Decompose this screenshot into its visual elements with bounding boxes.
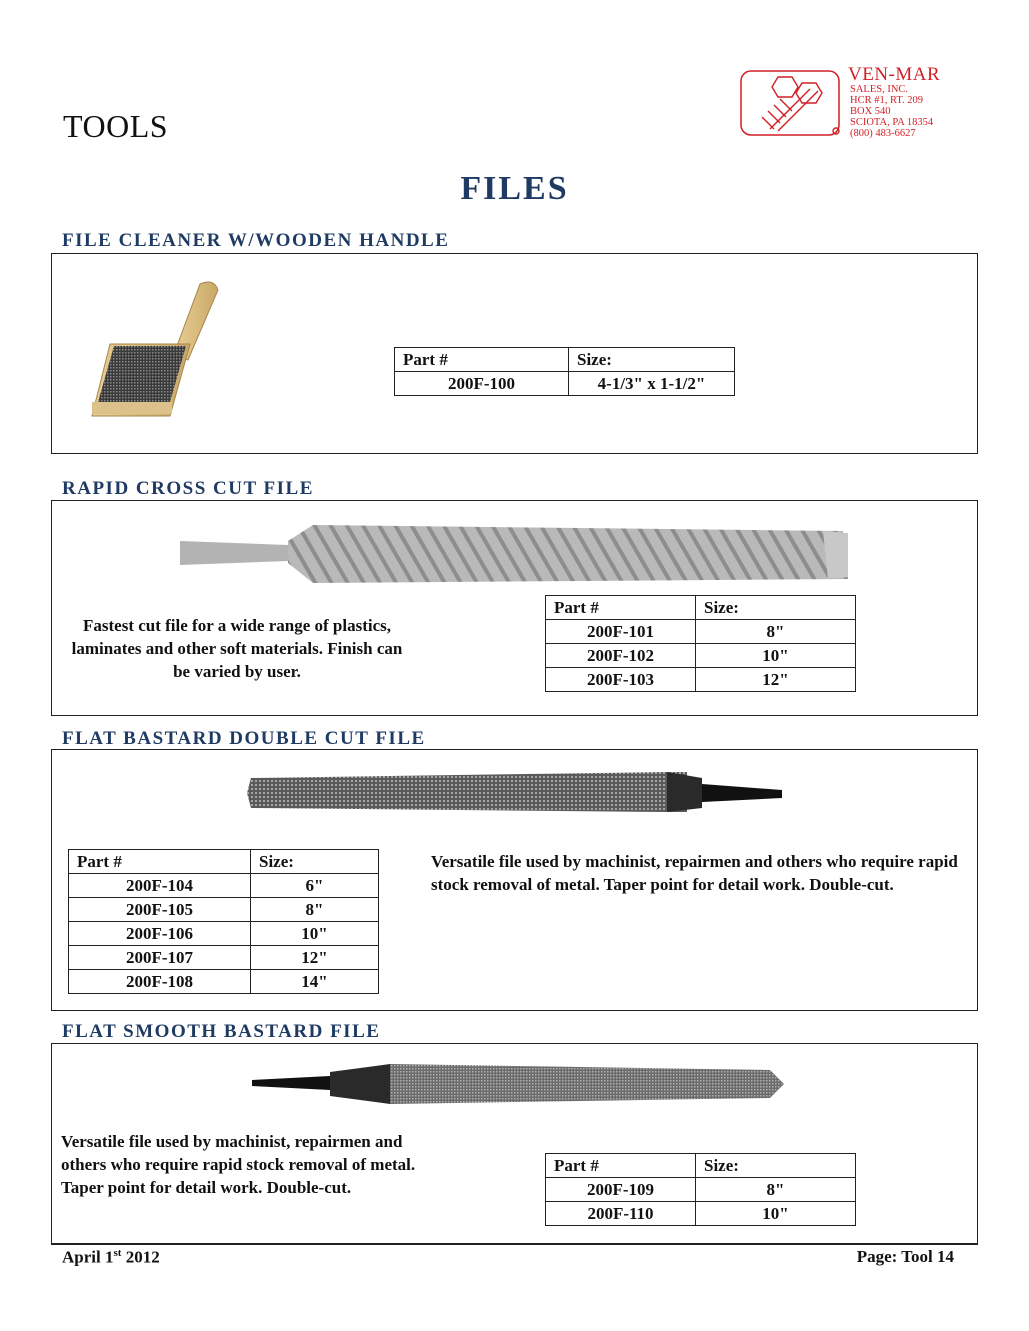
section-title-file-cleaner: FILE CLEANER W/WOODEN HANDLE	[62, 230, 450, 251]
part-size: 14"	[251, 970, 379, 994]
part-size: 8"	[696, 1178, 856, 1202]
parts-table-flat-smooth-bastard	[545, 1153, 856, 1226]
section-box-file-cleaner	[51, 253, 978, 454]
page-heading: TOOLS	[63, 108, 169, 144]
table-row	[395, 372, 735, 396]
part-size: 6"	[251, 874, 379, 898]
page-title: FILES	[460, 170, 569, 207]
table-row	[546, 1202, 856, 1226]
rapid-cross-cut-file-image	[178, 517, 858, 589]
table-header-part: Part #	[69, 850, 251, 874]
footer-page-number: Page: Tool 14	[856, 1247, 954, 1266]
table-header-size: Size:	[569, 348, 735, 372]
footer-date	[62, 1247, 160, 1268]
file-cleaner-brush-image	[80, 274, 250, 424]
table-row	[69, 874, 379, 898]
section-title-rapid-cross-cut: RAPID CROSS CUT FILE	[62, 478, 314, 499]
table-row	[546, 668, 856, 692]
part-number: 200F-101	[546, 620, 696, 644]
logo-line-3: BOX 540	[850, 106, 891, 117]
part-number: 200F-109	[546, 1178, 696, 1202]
section-box-flat-smooth-bastard	[51, 1043, 978, 1243]
part-number: 200F-106	[69, 922, 251, 946]
section-title-flat-smooth-bastard: FLAT SMOOTH BASTARD FILE	[62, 1021, 381, 1042]
section-box-flat-bastard	[51, 749, 978, 1011]
part-number: 200F-110	[546, 1202, 696, 1226]
logo-company-name: VEN-MAR	[848, 64, 941, 85]
table-header-size: Size:	[251, 850, 379, 874]
description-rapid-cross-cut: Fastest cut file for a wide range of plastics, laminates and other soft materials. Finish can be varied by user.	[71, 616, 403, 681]
part-number: 200F-108	[69, 970, 251, 994]
table-row	[546, 1178, 856, 1202]
description-flat-smooth-bastard: Versatile file used by machinist, repairmen and others who require rapid stock removal of metal. Taper point for detail work. Double-cut.	[61, 1132, 416, 1197]
table-row	[69, 946, 379, 970]
description-flat-bastard: Versatile file used by machinist, repairmen and others who require rapid stock removal of metal. Taper point for detail work. Double-cut.	[431, 852, 958, 894]
table-header-size: Size:	[696, 1154, 856, 1178]
part-size: 10"	[696, 644, 856, 668]
parts-table-flat-bastard	[68, 849, 379, 994]
table-row	[69, 970, 379, 994]
part-size: 8"	[251, 898, 379, 922]
section-title-flat-bastard: FLAT BASTARD DOUBLE CUT FILE	[62, 728, 426, 749]
bolt-logo-icon	[740, 69, 842, 137]
footer-date-prefix: April 1	[62, 1247, 114, 1267]
part-number: 200F-102	[546, 644, 696, 668]
part-size: 8"	[696, 620, 856, 644]
part-size: 10"	[696, 1202, 856, 1226]
table-header-size: Size:	[696, 596, 856, 620]
part-number: 200F-100	[395, 372, 569, 396]
logo-line-1: SALES, INC.	[850, 84, 909, 95]
part-size: 4-1/3" x 1-1/2"	[569, 372, 735, 396]
table-header-part: Part #	[546, 1154, 696, 1178]
table-row	[546, 620, 856, 644]
part-number: 200F-104	[69, 874, 251, 898]
parts-table-rapid-cross-cut	[545, 595, 856, 692]
logo-line-5: (800) 483-6627	[850, 128, 916, 139]
table-header-part: Part #	[546, 596, 696, 620]
table-row	[69, 922, 379, 946]
table-row	[546, 644, 856, 668]
part-size: 10"	[251, 922, 379, 946]
footer-rule	[51, 1243, 978, 1245]
table-row	[69, 898, 379, 922]
parts-table-file-cleaner	[394, 347, 735, 396]
table-header-part: Part #	[395, 348, 569, 372]
footer-date-ordinal: st	[113, 1247, 122, 1259]
flat-bastard-file-image	[247, 768, 787, 818]
flat-smooth-bastard-file-image	[250, 1056, 790, 1112]
logo-line-2: HCR #1, RT. 209	[850, 95, 923, 106]
part-size: 12"	[251, 946, 379, 970]
part-number: 200F-103	[546, 668, 696, 692]
footer-date-year: 2012	[121, 1247, 160, 1267]
part-size: 12"	[696, 668, 856, 692]
logo-line-4: SCIOTA, PA 18354	[850, 117, 934, 128]
part-number: 200F-105	[69, 898, 251, 922]
company-logo	[740, 64, 970, 142]
section-box-rapid-cross-cut	[51, 500, 978, 716]
part-number: 200F-107	[69, 946, 251, 970]
